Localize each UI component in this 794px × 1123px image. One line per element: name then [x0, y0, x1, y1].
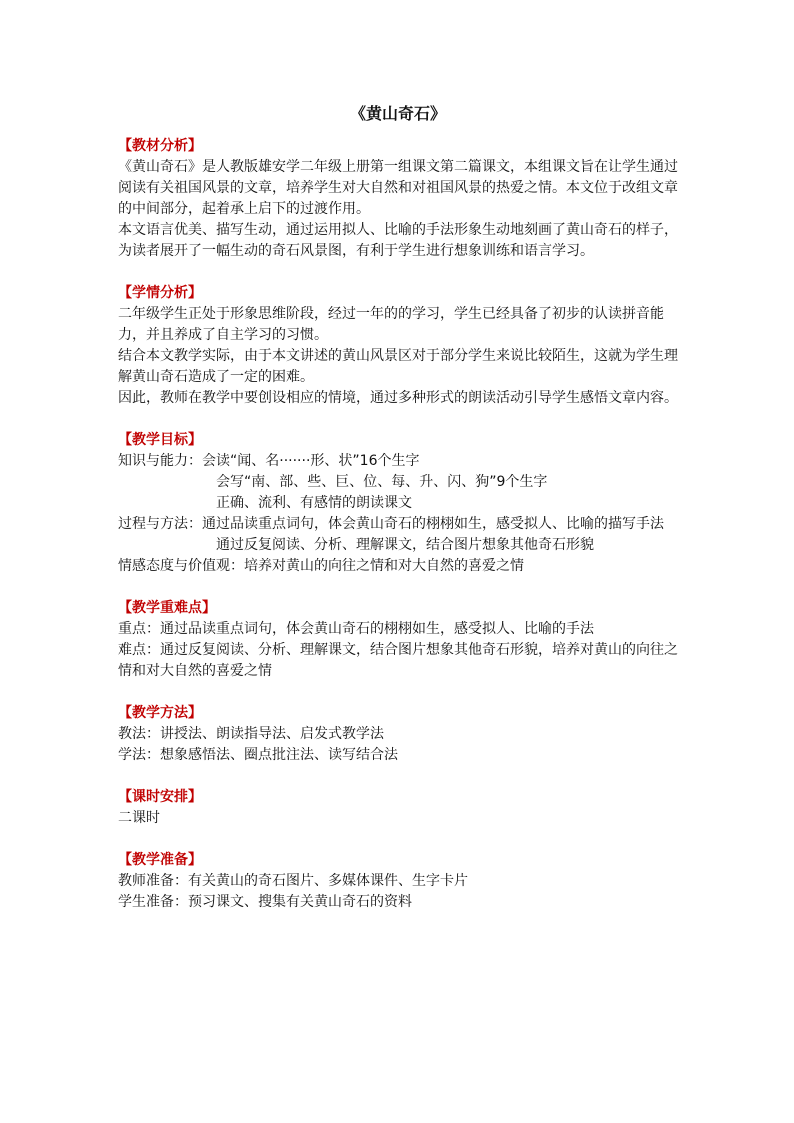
section-heading: 【教材分析】	[118, 138, 202, 154]
section-schedule	[118, 787, 678, 829]
document-title: 《黄山奇石》	[349, 104, 446, 123]
section-textbook-analysis	[118, 136, 678, 262]
section-heading: 【课时安排】	[118, 789, 202, 805]
goal-text: 会写“南、部、些、巨、位、每、升、闪、狗”9个生字	[216, 474, 548, 490]
paragraph: 难点：通过反复阅读、分析、理解课文，结合图片想象其他奇石形貌，培养对黄山的向往之情和对大自然的喜爱之情	[118, 642, 678, 679]
goal-row-process	[118, 514, 678, 535]
section-teaching-methods	[118, 703, 678, 766]
paragraph: 教法：讲授法、朗读指导法、启发式教学法	[118, 726, 384, 742]
goal-text: 培养对黄山的向往之情和对大自然的喜爱之情	[244, 558, 524, 574]
paragraph: 结合本文教学实际，由于本文讲述的黄山风景区对于部分学生来说比较陌生，这就为学生理解黄山奇石造成了一定的困难。	[118, 348, 678, 385]
section-learner-analysis	[118, 283, 678, 409]
goal-text: 会读“闻、名·······形、状”16个生字	[202, 453, 420, 469]
section-key-points	[118, 598, 678, 682]
section-heading: 【教学准备】	[118, 852, 202, 868]
document-page	[118, 102, 678, 913]
goal-row-knowledge	[118, 451, 678, 472]
section-teaching-goals	[118, 430, 678, 577]
goal-text: 通过品读重点词句，体会黄山奇石的栩栩如生，感受拟人、比喻的描写手法	[202, 516, 664, 532]
section-heading: 【教学方法】	[118, 705, 202, 721]
section-heading: 【教学重难点】	[118, 600, 216, 616]
goal-label: 知识与能力：	[118, 453, 202, 469]
goal-text: 正确、流利、有感情的朗读课文	[216, 495, 412, 511]
paragraph: 本文语言优美、描写生动，通过运用拟人、比喻的手法形象生动地刻画了黄山奇石的样子，为读者展开了一幅生动的奇石风景图，有利于学生进行想象训练和语言学习。	[118, 222, 678, 259]
paragraph: 二年级学生正处于形象思维阶段，经过一年的的学习，学生已经具备了初步的认读拼音能力，并且养成了自主学习的习惯。	[118, 306, 664, 343]
paragraph: 学法：想象感悟法、圈点批注法、读写结合法	[118, 747, 398, 763]
paragraph: 学生准备：预习课文、搜集有关黄山奇石的资料	[118, 894, 412, 910]
goal-text: 通过反复阅读、分析、理解课文，结合图片想象其他奇石形貌	[216, 537, 594, 553]
section-preparation	[118, 850, 678, 913]
paragraph: 教师准备：有关黄山的奇石图片、多媒体课件、生字卡片	[118, 873, 468, 889]
paragraph: 因此，教师在教学中要创设相应的情境，通过多种形式的朗读活动引导学生感悟文章内容。	[118, 390, 678, 406]
goal-label: 情感态度与价值观：	[118, 558, 244, 574]
paragraph: 《黄山奇石》是人教版雄安学二年级上册第一组课文第二篇课文，本组课文旨在让学生通过阅读有关祖国风景的文章，培养学生对大自然和对祖国风景的热爱之情。本文位于改组文章的中间部分，起着承上启下的过渡作用。	[118, 159, 678, 217]
paragraph: 重点：通过品读重点词句，体会黄山奇石的栩栩如生，感受拟人、比喻的手法	[118, 621, 594, 637]
paragraph: 二课时	[118, 810, 160, 826]
section-heading: 【学情分析】	[118, 285, 202, 301]
goal-row-emotion	[118, 556, 678, 577]
goal-label: 过程与方法：	[118, 516, 202, 532]
section-heading: 【教学目标】	[118, 432, 202, 448]
